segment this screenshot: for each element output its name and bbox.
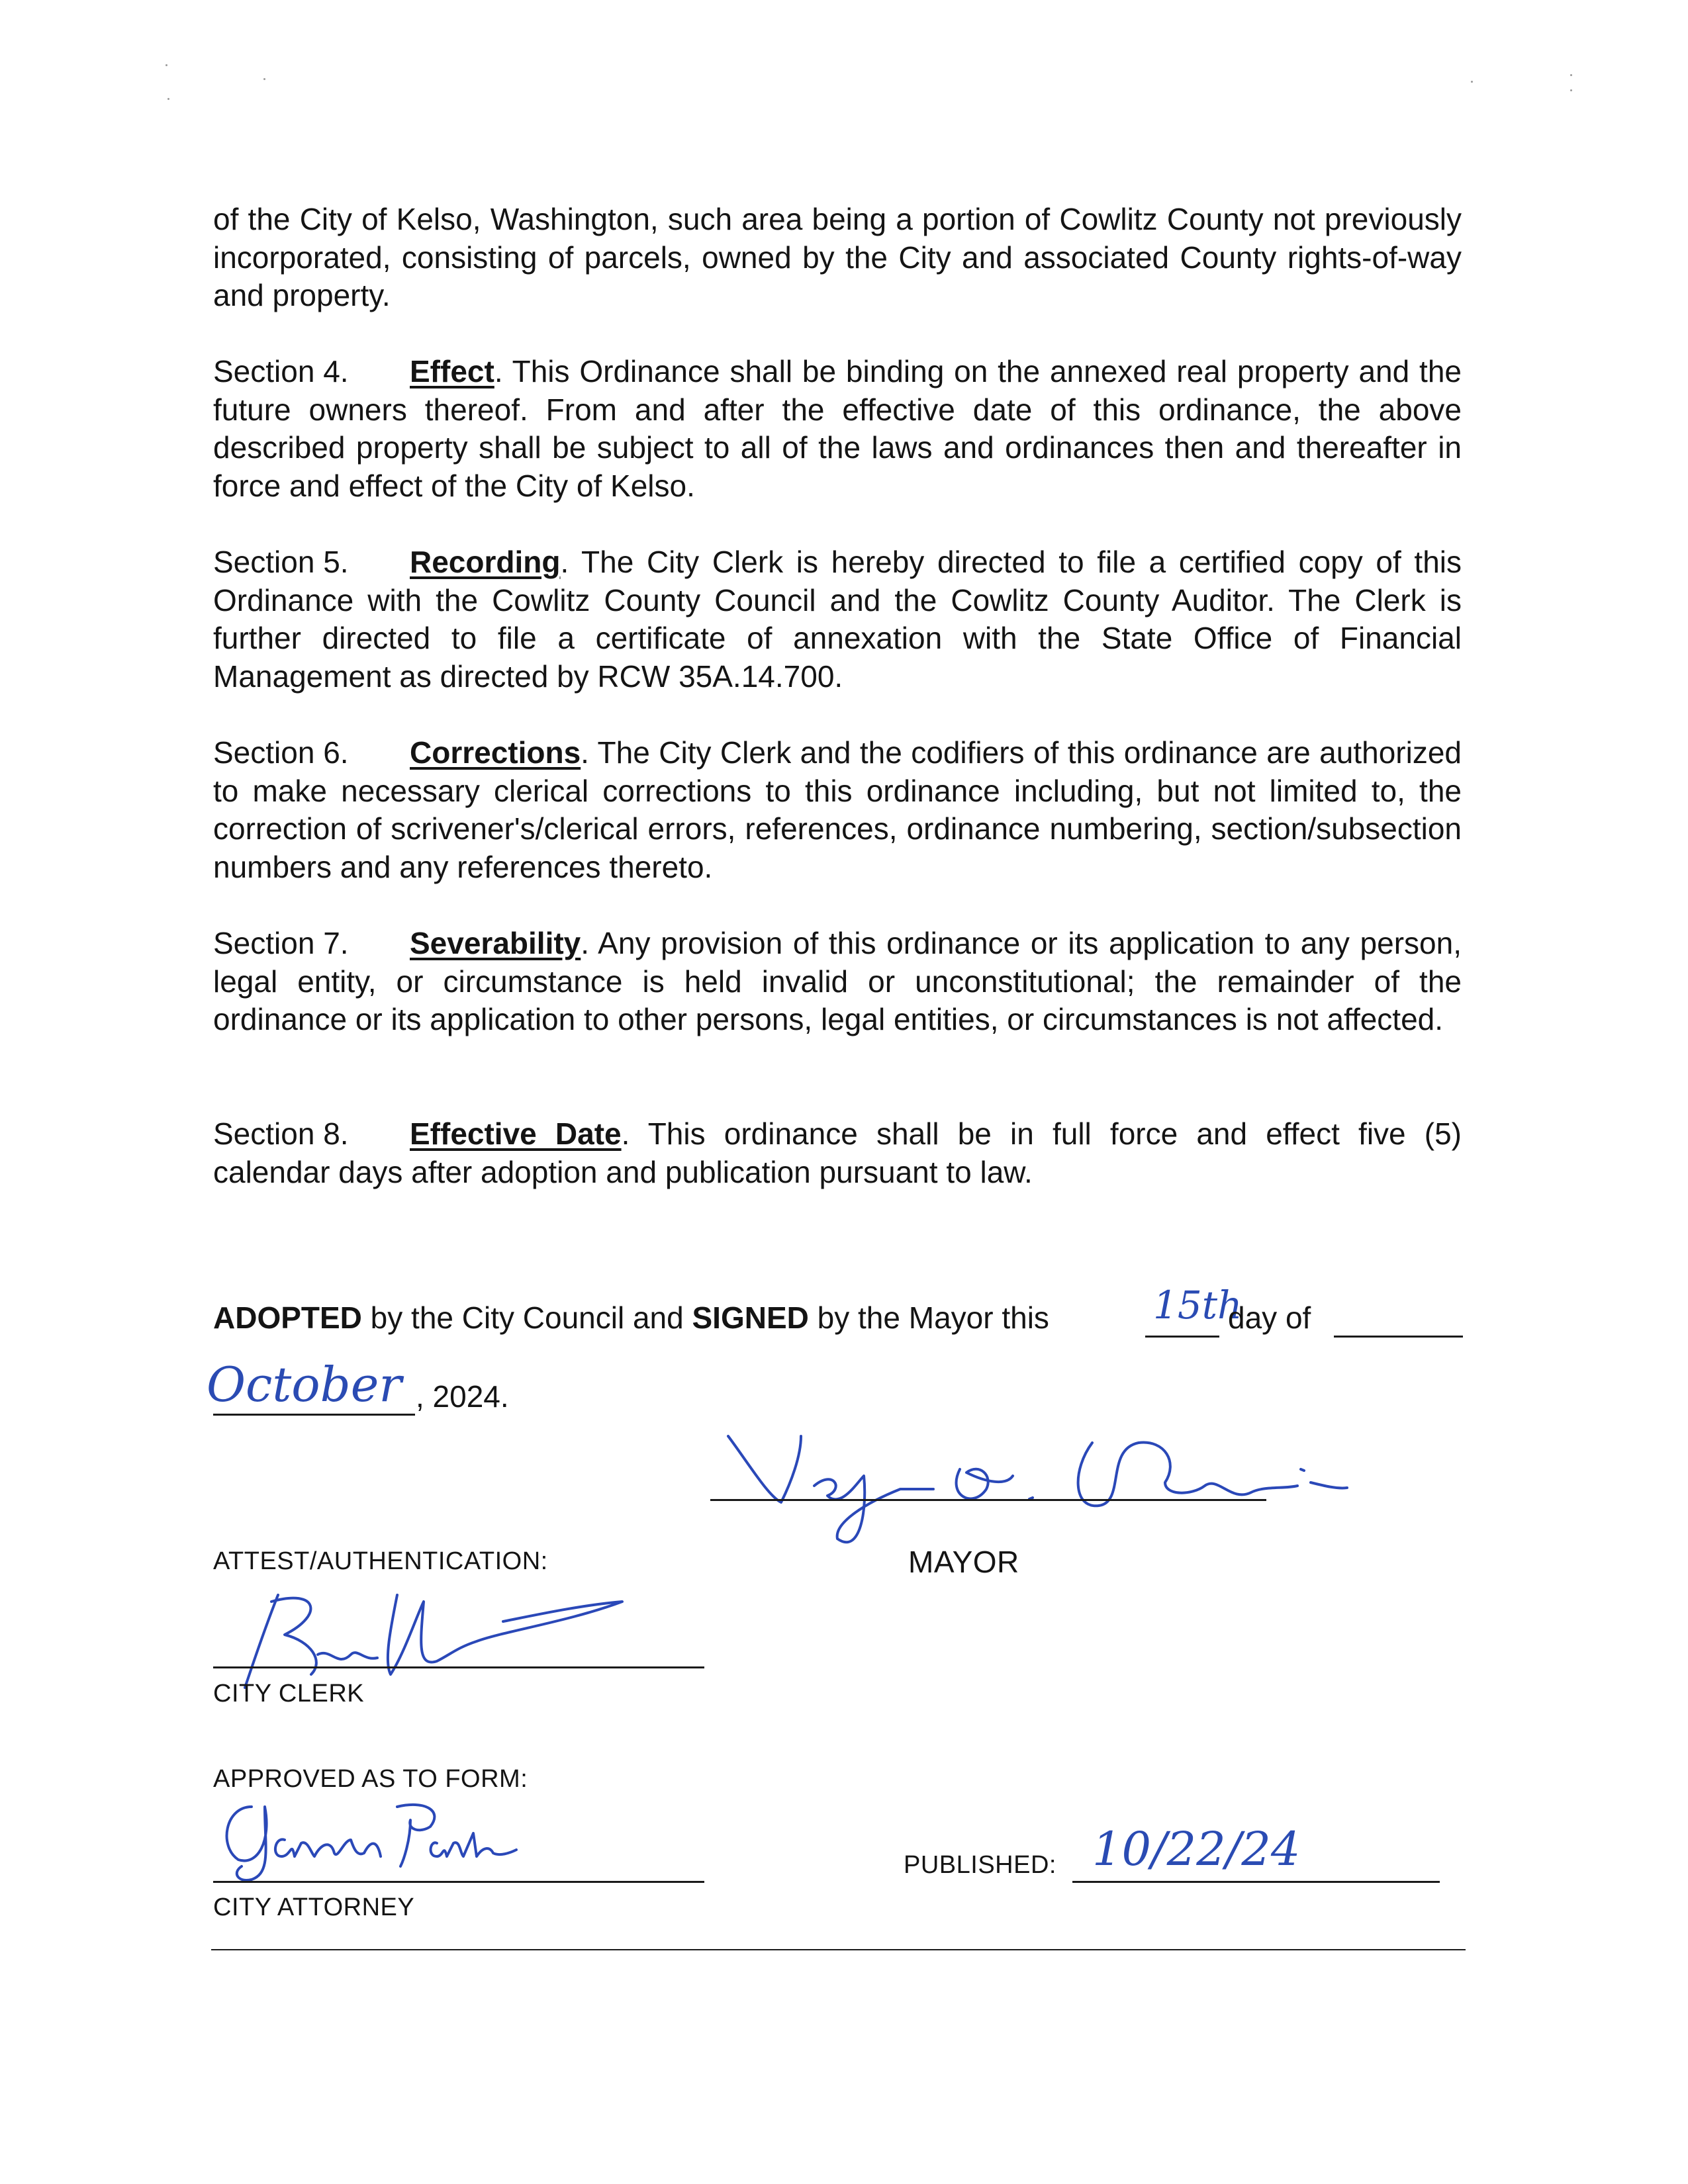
scan-speck	[165, 64, 167, 66]
adopted-word: ADOPTED	[213, 1300, 362, 1335]
mayor-signature	[702, 1423, 1337, 1549]
day-of-blank-line	[1334, 1336, 1463, 1338]
day-blank-line	[1145, 1336, 1219, 1338]
published-line	[1072, 1881, 1440, 1883]
bottom-rule	[211, 1949, 1466, 1950]
scan-speck	[263, 78, 265, 80]
section-text: . This Ordinance shall be binding on the annexed real property and the future owners thereof. From and after the effective date of this ordinance, the above described property shall be subject to all of the laws and ordinances then and thereafter in force and effect of the City of Kelso.	[213, 354, 1462, 503]
section-text: . This ordinance shall be in full force and effect five (5) calendar days after adoption and publication pursuant to law.	[213, 1116, 1462, 1189]
adoption-text-1: by the City Council and	[361, 1300, 692, 1335]
section-text: . The City Clerk and the codifiers of this ordinance are authorized to make necessary clerical corrections to this ordinance including, but not limited to, the correction of scrivener's/clerical errors, references, ordinance numbering, section/subsection numbers and any references thereto.	[213, 735, 1462, 884]
section-title: Effective Date	[410, 1116, 622, 1151]
section-5	[213, 543, 1462, 696]
intro-text: of the City of Kelso, Washington, such area being a portion of Cowlitz County not previously incorporated, consisting of parcels, owned by the City and associated County rights-of-way and property.	[213, 202, 1462, 312]
section-title: Corrections	[410, 735, 581, 770]
intro-paragraph	[213, 201, 1462, 315]
section-6	[213, 734, 1462, 886]
mayor-label: MAYOR	[908, 1545, 1019, 1579]
scan-speck	[1570, 89, 1572, 91]
section-number: Section 4.	[213, 354, 349, 388]
section-text: . Any provision of this ordinance or its application to any person, legal entity, or circumstance is held invalid or unconstitutional; the remainder of the ordinance or its application to other persons, legal entities, or circumstances is not affected.	[213, 926, 1462, 1036]
attest-label: ATTEST/AUTHENTICATION:	[213, 1547, 548, 1575]
scan-speck	[1570, 74, 1572, 76]
attorney-label: CITY ATTORNEY	[213, 1893, 415, 1921]
section-number: Section 5.	[213, 545, 349, 579]
month-handwritten: October	[207, 1357, 402, 1412]
section-number: Section 6.	[213, 735, 349, 770]
adoption-text-2: by the Mayor this	[808, 1300, 1049, 1335]
attorney-signature	[212, 1794, 609, 1886]
scan-speck	[1471, 81, 1473, 83]
section-number: Section 8.	[213, 1116, 349, 1151]
section-text: . The City Clerk is hereby directed to file a certified copy of this Ordinance with the Cowlitz County Council and the Cowlitz County Auditor. The Clerk is further directed to file a certificate of annexation with the State Office of Financial Management as directed by RCW 35A.14.700.	[213, 545, 1462, 694]
signed-word: SIGNED	[692, 1300, 809, 1335]
month-blank-line	[213, 1414, 415, 1416]
clerk-label: CITY CLERK	[213, 1680, 365, 1707]
day-handwritten: 15th	[1153, 1283, 1243, 1328]
section-title: Effect	[410, 354, 494, 388]
published-date-handwritten: 10/22/24	[1092, 1822, 1301, 1876]
section-7	[213, 925, 1462, 1039]
adoption-year: , 2024.	[416, 1379, 509, 1414]
approved-label: APPROVED AS TO FORM:	[213, 1765, 528, 1793]
adoption-line	[213, 1299, 1049, 1337]
clerk-signature-line	[213, 1666, 704, 1668]
attorney-signature-line	[213, 1881, 704, 1883]
section-title: Severability	[410, 926, 581, 960]
scan-speck	[167, 98, 169, 100]
section-title: Recording	[410, 545, 561, 579]
section-8	[213, 1115, 1462, 1191]
mayor-signature-line	[710, 1499, 1266, 1501]
published-label: PUBLISHED:	[904, 1851, 1056, 1879]
clerk-signature	[238, 1575, 635, 1694]
section-number: Section 7.	[213, 926, 349, 960]
adoption-text-3: day of	[1228, 1300, 1311, 1335]
section-4	[213, 353, 1462, 505]
